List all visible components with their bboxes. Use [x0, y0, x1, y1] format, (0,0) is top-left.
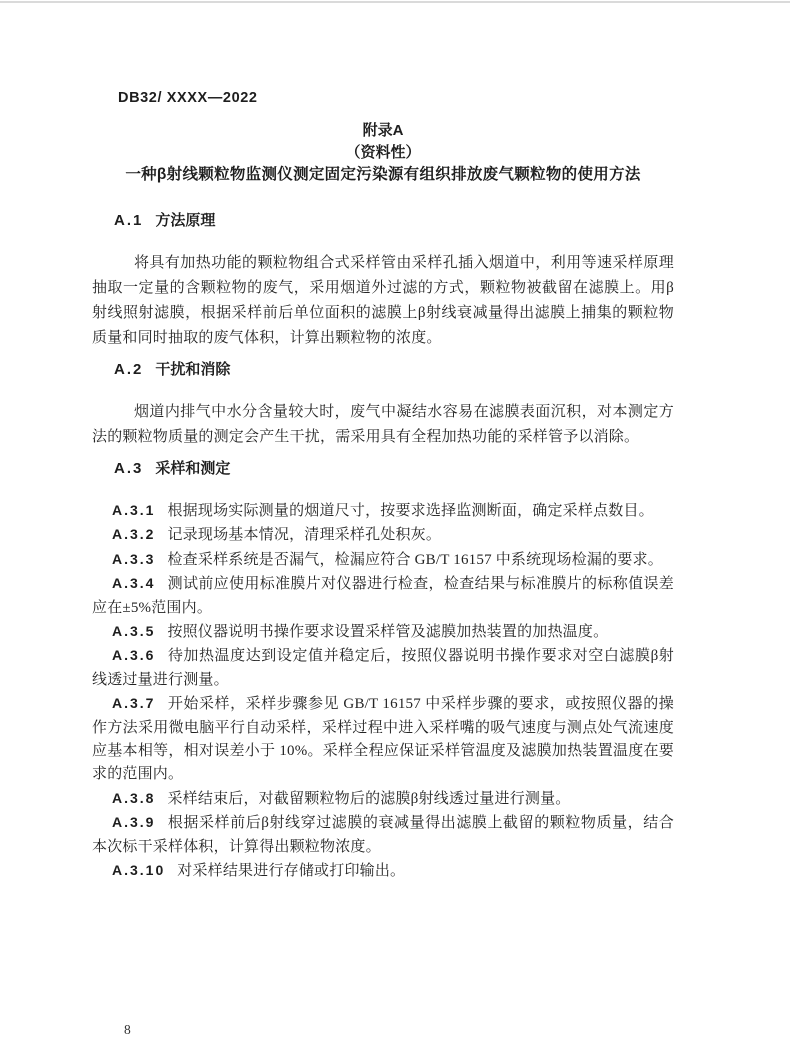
clause-a3-8 — [92, 787, 674, 811]
section-number: A.3 — [114, 460, 144, 477]
clause-a3-6 — [92, 644, 674, 692]
clause-a3-3 — [92, 548, 674, 572]
section-a1-paragraph: 将具有加热功能的颗粒物组合式采样管由采样孔插入烟道中，利用等速采样原理抽取一定量的含颗粒物的废气，采用烟道外过滤的方式，颗粒物被截留在滤膜上。用β射线照射滤膜，根据采样前后单位面积的滤膜上β射线衰减量得出滤膜上捕集的颗粒物质量和同时抽取的废气体积，计算出颗粒物的浓度。 — [92, 255, 674, 346]
standard-doc-code: DB32/ XXXX—2022 — [118, 90, 258, 106]
clause-number: A.3.2 — [112, 526, 156, 543]
appendix-kind: （资料性） — [345, 144, 421, 161]
clause-number: A.3.7 — [112, 695, 156, 712]
clause-text: 按照仪器说明书操作要求设置采样管及滤膜加热装置的加热温度。 — [167, 624, 609, 641]
section-title: 方法原理 — [155, 212, 216, 229]
clause-list — [92, 499, 674, 884]
clause-number: A.3.5 — [112, 623, 156, 640]
clause-a3-1 — [92, 499, 674, 523]
appendix-label: 附录A — [362, 122, 404, 139]
clause-number: A.3.1 — [112, 502, 156, 518]
section-a2-paragraph: 烟道内排气中水分含量较大时，废气中凝结水容易在滤膜表面沉积，对本测定方法的颗粒物质量的测定会产生干扰，需采用具有全程加热功能的采样管予以消除。 — [92, 404, 674, 445]
clause-text: 对采样结果进行存储或打印输出。 — [177, 863, 406, 880]
clause-text: 开始采样，采样步骤参见 GB/T 16157 中采样步骤的要求，或按照仪器的操作方法采用微电脑平行自动采样，采样过程中进入采样嘴的吸气速度与测点处气流速度应基本相等，相对误差小于 10%。采样全程应保证采样管温度及滤膜加热装置温度在要求的范围内。 — [92, 696, 674, 783]
clause-text: 采样结束后，对截留颗粒物后的滤膜β射线透过量进行测量。 — [167, 790, 571, 807]
clause-text: 记录现场基本情况，清理采样孔处积灰。 — [167, 527, 442, 544]
clause-number: A.3.10 — [112, 862, 166, 879]
appendix-header — [92, 120, 674, 186]
clause-text: 检查采样系统是否漏气，检漏应符合 GB/T 16157 中系统现场检漏的要求。 — [167, 551, 663, 568]
section-title: 干扰和消除 — [155, 361, 231, 378]
section-heading-a1 — [92, 212, 674, 229]
clause-text: 根据现场实际测量的烟道尺寸，按要求选择监测断面，确定采样点数目。 — [167, 503, 654, 519]
clause-a3-5 — [92, 620, 674, 644]
clause-text: 根据采样前后β射线穿过滤膜的衰减量得出滤膜上截留的颗粒物质量，结合本次标干采样体积，计算得出颗粒物浓度。 — [92, 815, 674, 855]
clause-number: A.3.3 — [112, 550, 156, 567]
section-heading-a2 — [92, 361, 674, 378]
clause-text: 测试前应使用标准膜片对仪器进行检查，检查结果与标准膜片的标称值误差应在±5%范围内。 — [92, 576, 674, 616]
clause-number: A.3.8 — [112, 789, 156, 806]
clause-a3-10 — [92, 859, 674, 883]
section-number: A.2 — [114, 361, 144, 378]
clause-a3-2 — [92, 523, 674, 547]
page-content — [92, 120, 674, 884]
page-number: 8 — [124, 1022, 131, 1037]
section-heading-a3 — [92, 460, 674, 477]
clause-a3-9 — [92, 811, 674, 859]
appendix-title: 一种β射线颗粒物监测仪测定固定污染源有组织排放废气颗粒物的使用方法 — [125, 166, 641, 183]
clause-a3-7 — [92, 692, 674, 787]
clause-number: A.3.6 — [112, 647, 156, 664]
clause-number: A.3.9 — [112, 814, 156, 831]
clause-number: A.3.4 — [112, 575, 156, 592]
clause-a3-4 — [92, 572, 674, 620]
section-number: A.1 — [114, 212, 144, 229]
page-top-edge-line — [0, 1, 790, 3]
section-title: 采样和测定 — [155, 460, 231, 477]
clause-text: 待加热温度达到设定值并稳定后，按照仪器说明书操作要求对空白滤膜β射线透过量进行测量。 — [92, 648, 674, 688]
